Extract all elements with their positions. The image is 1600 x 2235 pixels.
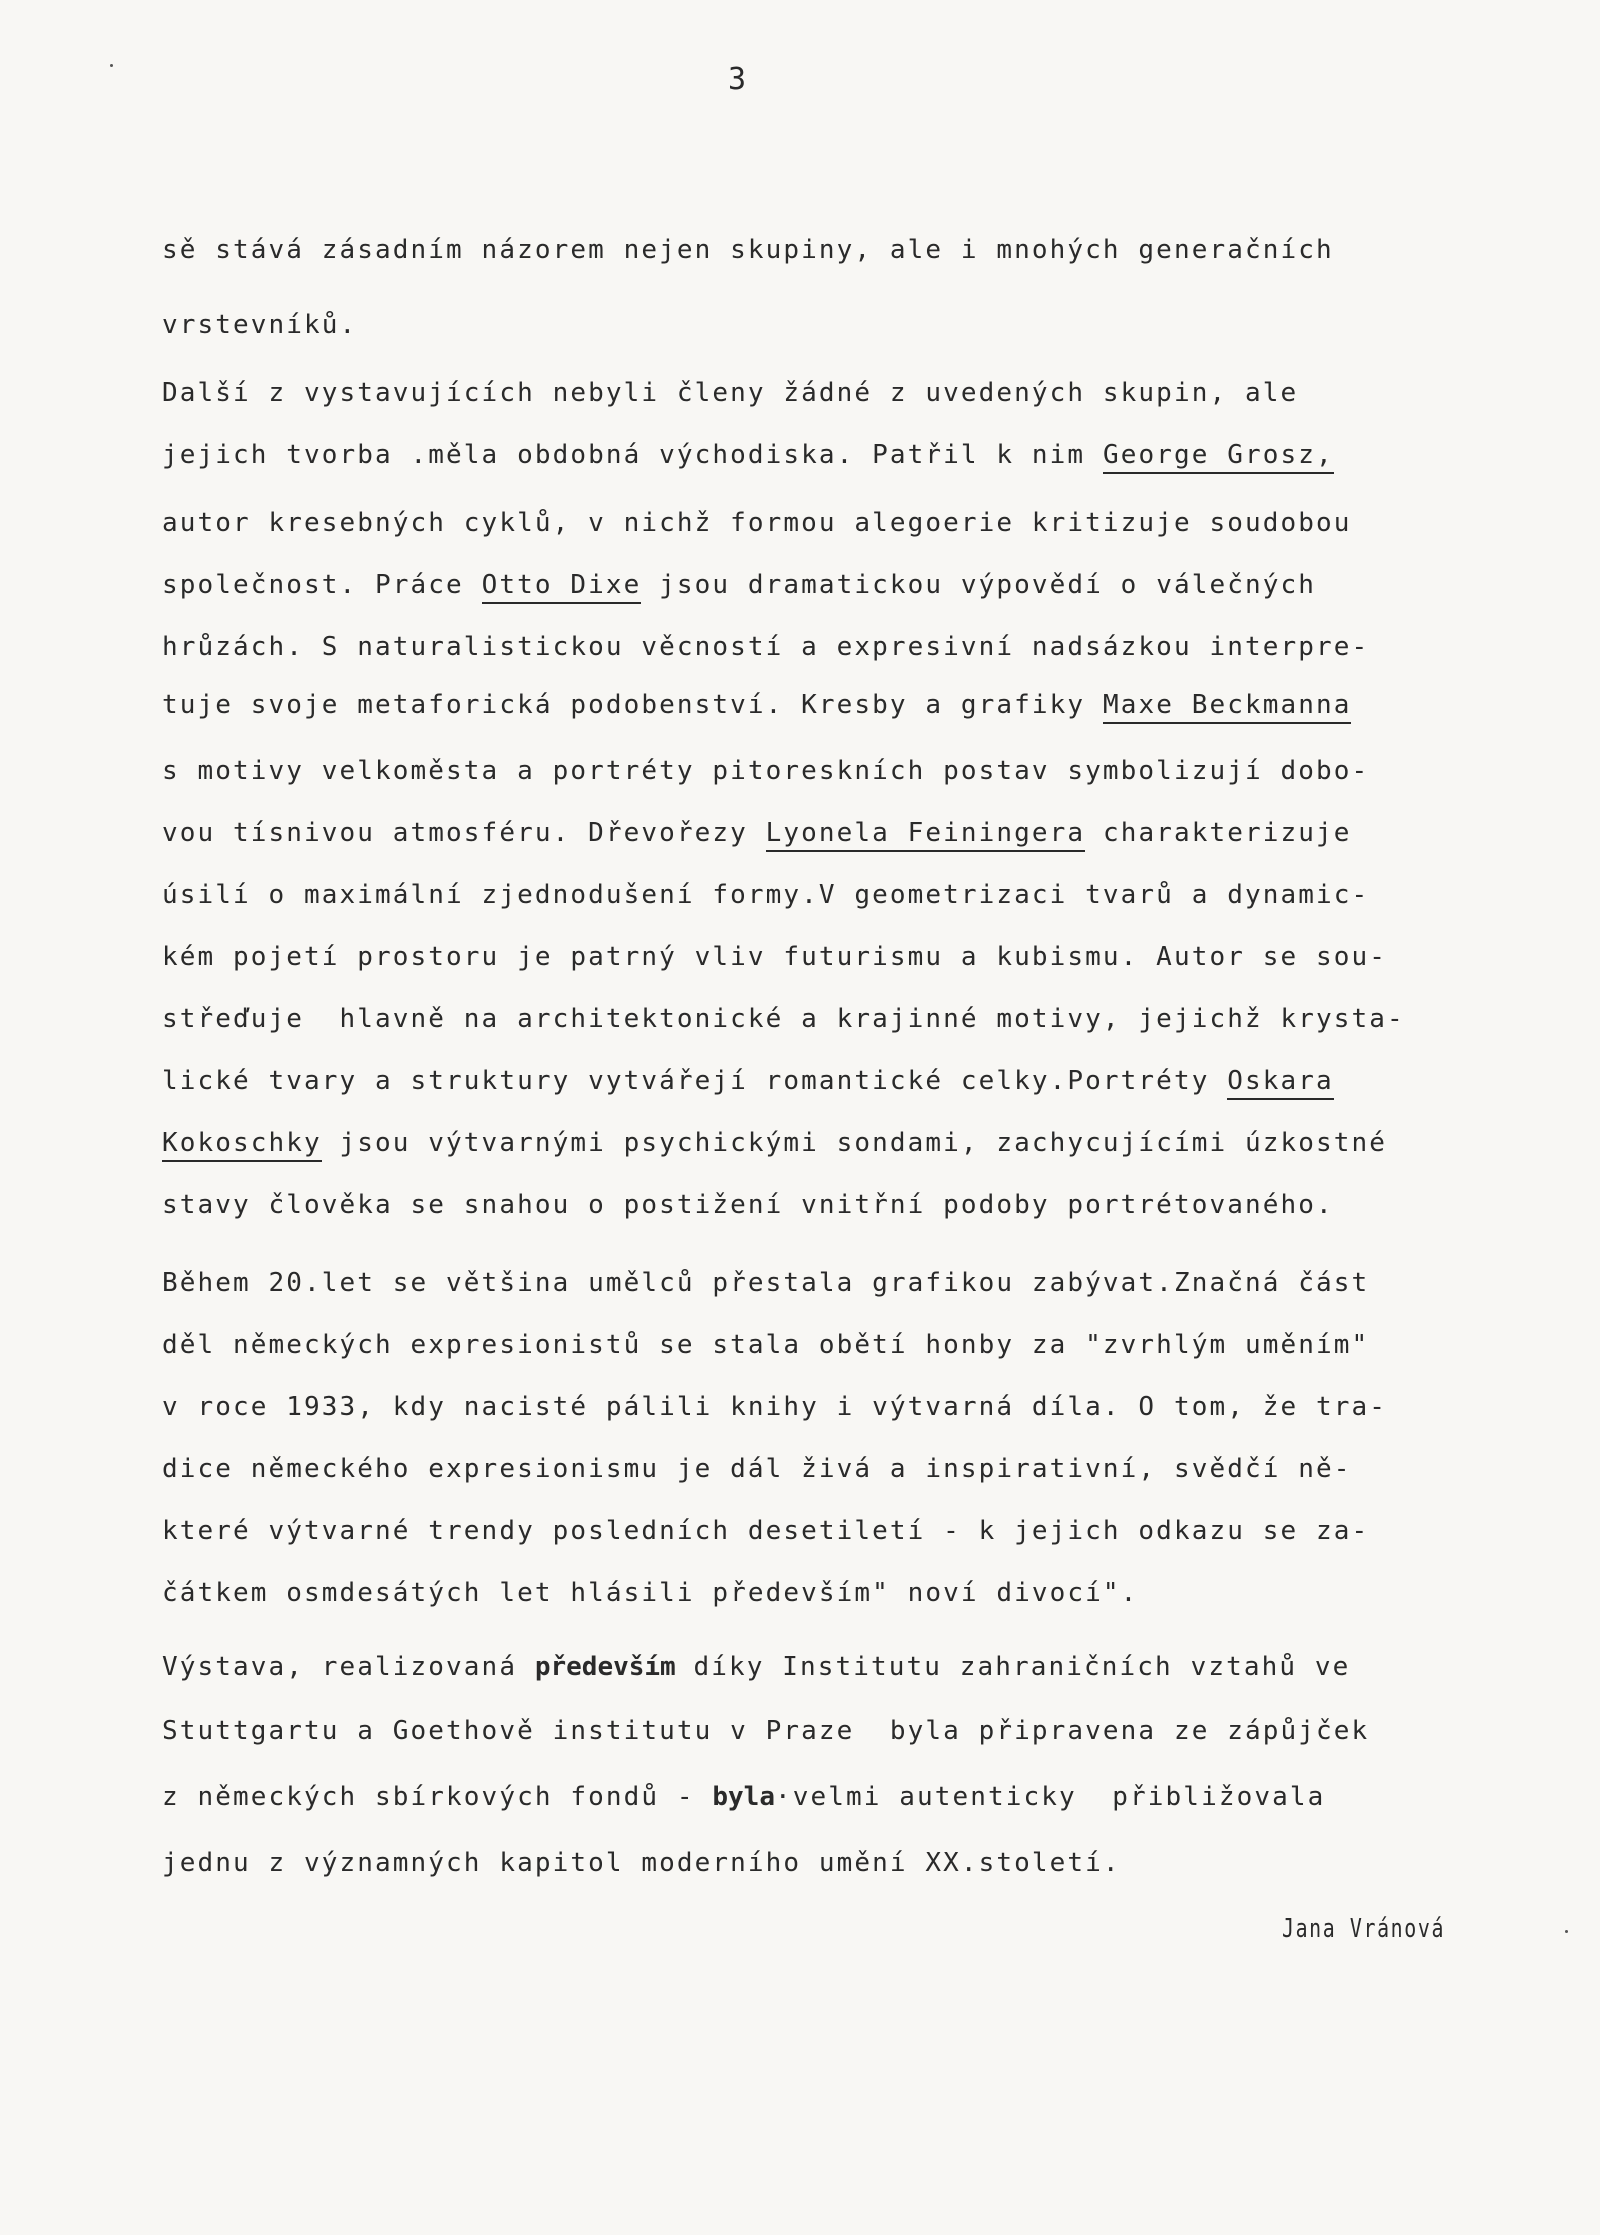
underlined-name-grosz: George Grosz, <box>1103 440 1334 474</box>
page-number: 3 <box>728 62 747 97</box>
underlined-name-oskar: Oskara <box>1227 1066 1334 1100</box>
text-span: charakterizuje <box>1085 818 1352 848</box>
text-line <box>162 818 1352 848</box>
text-span: jsou dramatickou výpovědí o válečných <box>641 570 1316 600</box>
text-span: lické tvary a struktury vytvářejí romantické celky.Portréty <box>162 1066 1228 1096</box>
text-line <box>162 1652 1350 1682</box>
text-line: úsilí o maximální zjednodušení formy.V geometrizaci tvarů a dynamic- <box>162 880 1370 910</box>
text-line: vrstevníků. <box>162 310 358 340</box>
stray-mark <box>1565 1930 1568 1933</box>
text-line: jednu z významných kapitol moderního umění XX.století. <box>162 1848 1121 1878</box>
text-span: vou tísnivou atmosféru. Dřevořezy <box>162 818 766 848</box>
text-line: Další z vystavujících nebyli členy žádné z uvedených skupin, ale <box>162 378 1299 408</box>
text-line: kém pojetí prostoru je patrný vliv futurismu a kubismu. Autor se sou- <box>162 942 1387 972</box>
underlined-name-dix: Otto Dixe <box>482 570 642 604</box>
text-line: hrůzách. S naturalistickou věcností a expresivní nadsázkou interpre- <box>162 632 1370 662</box>
text-line <box>162 690 1351 720</box>
text-line: s motivy velkoměsta a portréty pitoreskních postav symbolizují dobo- <box>162 756 1370 786</box>
text-line: sě stává zásadním názorem nejen skupiny, ale i mnohých generačních <box>162 235 1334 265</box>
text-line: které výtvarné trendy posledních desetiletí - k jejich odkazu se za- <box>162 1516 1370 1546</box>
text-line: střeďuje hlavně na architektonické a krajinné motivy, jejichž krysta- <box>162 1004 1405 1034</box>
stray-mark <box>110 64 113 67</box>
text-span: jsou výtvarnými psychickými sondami, zachycujícími úzkostné <box>321 1128 1387 1158</box>
text-line <box>162 570 1316 600</box>
text-line: autor kresebných cyklů, v nichž formou alegoerie kritizuje soudobou <box>162 508 1352 538</box>
signature: Jana Vránová <box>1282 1914 1446 1944</box>
struck-out-word: především <box>534 1652 676 1682</box>
text-line: Stuttgartu a Goethově institutu v Praze byla připravena ze zápůjček <box>162 1716 1370 1746</box>
text-line: Během 20.let se většina umělců přestala grafikou zabývat.Značná část <box>162 1268 1370 1298</box>
text-line: čátkem osmdesátých let hlásili především" noví divocí". <box>162 1578 1139 1608</box>
text-span: jejich tvorba .měla obdobná východiska. Patřil k nim <box>162 440 1103 470</box>
text-line <box>162 1128 1387 1158</box>
text-line <box>162 440 1334 470</box>
text-span: díky Institutu zahraničních vztahů ve <box>675 1652 1351 1682</box>
text-span: z německých sbírkových fondů - <box>162 1782 713 1812</box>
text-span: společnost. Práce <box>162 570 482 600</box>
underlined-name-feininger: Lyonela Feiningera <box>766 818 1086 852</box>
text-span: tuje svoje metaforická podobenství. Kresby a grafiky <box>162 690 1103 720</box>
text-span: Výstava, realizovaná <box>162 1652 535 1682</box>
text-span: ·velmi autenticky přibližovala <box>774 1782 1326 1812</box>
underlined-name-kokoschka: Kokoschky <box>162 1128 322 1162</box>
text-line <box>162 1782 1325 1812</box>
text-line: v roce 1933, kdy nacisté pálili knihy i výtvarná díla. O tom, že tra- <box>162 1392 1387 1422</box>
text-line: stavy člověka se snahou o postižení vnitřní podoby portrétovaného. <box>162 1190 1334 1220</box>
text-line <box>162 1066 1334 1096</box>
text-line: dice německého expresionismu je dál živá a inspirativní, svědčí ně- <box>162 1454 1352 1484</box>
text-line: děl německých expresionistů se stala obětí honby za "zvrhlým uměním" <box>162 1330 1370 1360</box>
struck-out-word: byla <box>712 1782 775 1812</box>
underlined-name-beckmann: Maxe Beckmanna <box>1103 690 1352 724</box>
